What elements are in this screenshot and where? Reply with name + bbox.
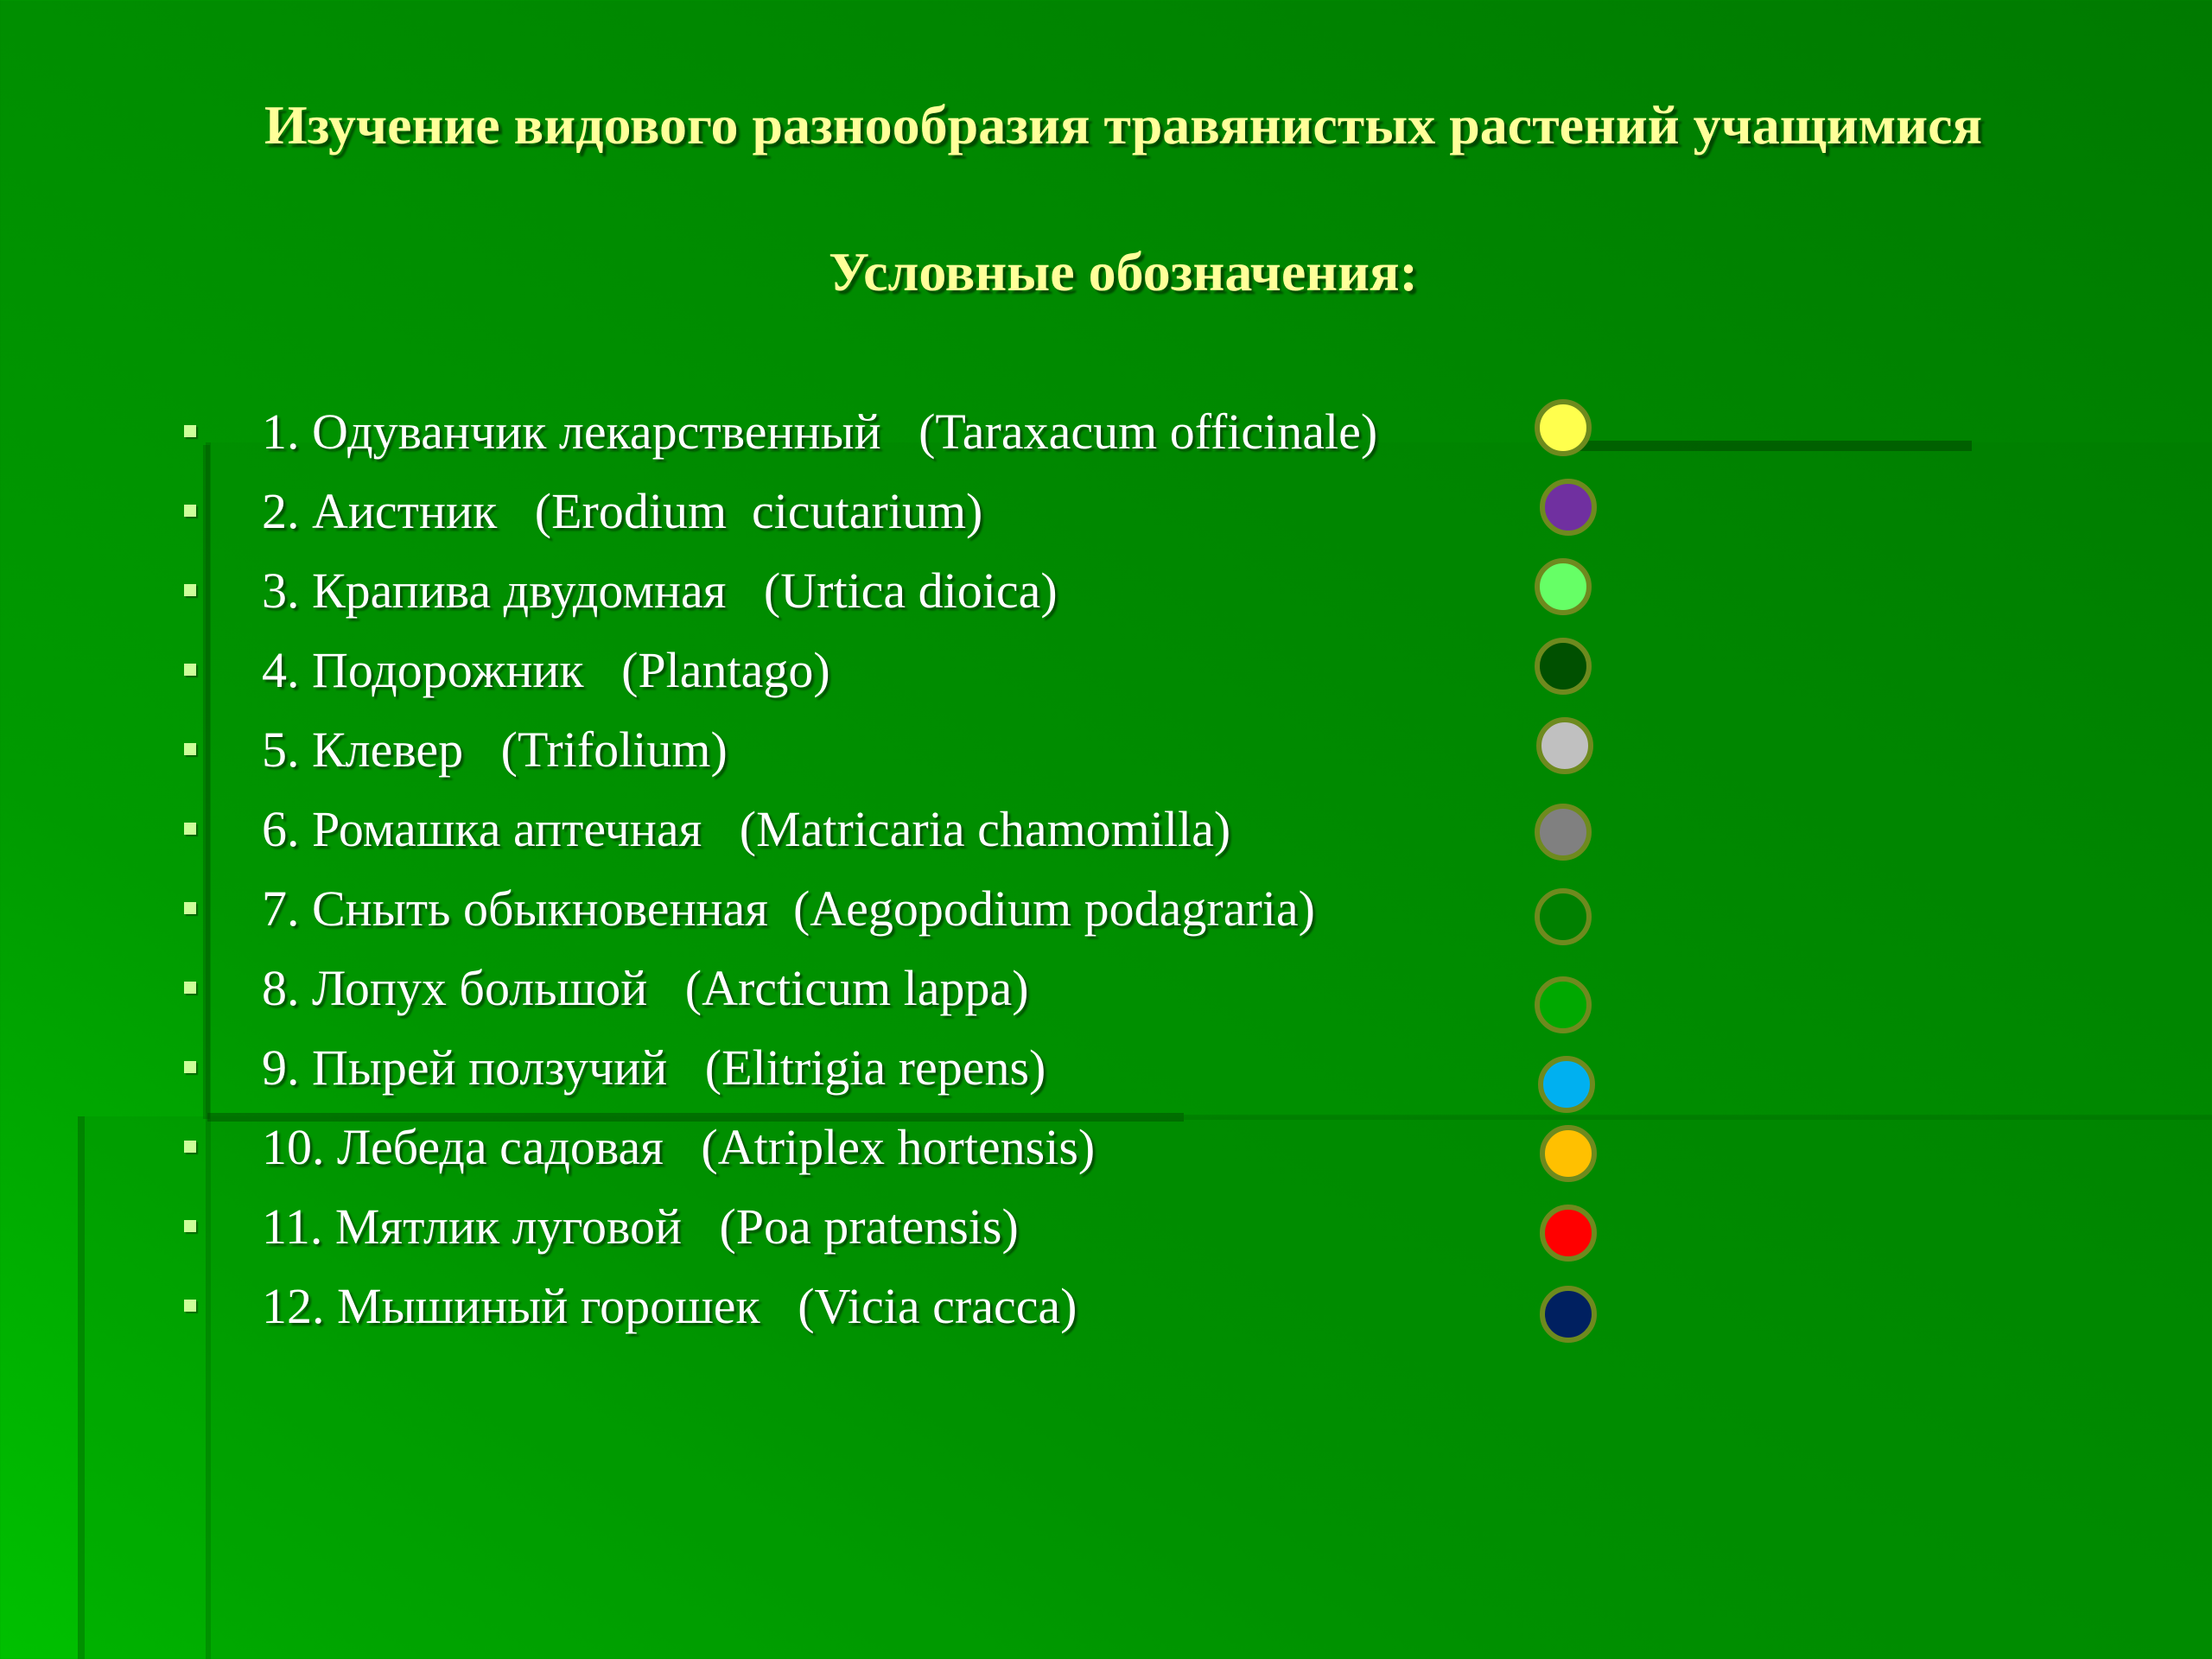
legend-item-label: 8. Лопух большой (Arcticum lappa): [262, 960, 1029, 1016]
legend-item-label: 3. Крапива двудомная (Urtica dioica): [262, 563, 1058, 619]
legend-item-label: 4. Подорожник (Plantago): [262, 642, 830, 698]
legend-item-label: 9. Пырей ползучий (Elitrigia repens): [262, 1039, 1046, 1096]
color-swatch-icon: [1535, 638, 1592, 695]
bullet-icon: [184, 1141, 196, 1153]
legend-item: [0, 636, 2212, 715]
bullet-icon: [184, 902, 196, 914]
bullet-icon: [184, 1061, 196, 1073]
color-swatch-icon: [1540, 1125, 1597, 1182]
bullet-icon: [184, 1300, 196, 1312]
color-swatch-icon: [1535, 888, 1592, 945]
legend-item-label: 11. Мятлик луговой (Poa pratensis): [262, 1198, 1019, 1255]
legend-item: [0, 556, 2212, 636]
legend-item-label: 2. Аистник (Erodium cicutarium): [262, 483, 983, 539]
color-swatch-icon: [1538, 1056, 1595, 1113]
legend-item: [0, 1033, 2212, 1113]
color-swatch-icon: [1535, 804, 1592, 861]
legend-item: [0, 397, 2212, 477]
color-swatch-icon: [1536, 717, 1593, 774]
legend-item: [0, 874, 2212, 954]
legend-item: [0, 715, 2212, 795]
legend-item: [0, 954, 2212, 1033]
legend-item-label: 10. Лебеда садовая (Atriplex hortensis): [262, 1119, 1096, 1175]
legend-item: [0, 1272, 2212, 1351]
color-swatch-icon: [1540, 1205, 1597, 1262]
legend-item: [0, 477, 2212, 556]
legend-item: [0, 1113, 2212, 1192]
color-swatch-icon: [1540, 479, 1597, 536]
legend-heading: Условные обозначения:: [829, 241, 1418, 302]
color-swatch-icon: [1535, 558, 1592, 615]
legend-item-label: 12. Мышиный горошек (Vicia cracca): [262, 1278, 1077, 1334]
bullet-icon: [184, 823, 196, 835]
legend-item-label: 7. Сныть обыкновенная (Aegopodium podagraria): [262, 880, 1315, 937]
bullet-icon: [184, 425, 196, 437]
legend-item-label: 1. Одуванчик лекарственный (Taraxacum officinale): [262, 404, 1378, 460]
bullet-icon: [184, 743, 196, 755]
bullet-icon: [184, 982, 196, 994]
legend-item-label: 6. Ромашка аптечная (Matricaria chamomilla): [262, 801, 1231, 857]
legend-item: [0, 795, 2212, 874]
bullet-icon: [184, 1220, 196, 1232]
color-swatch-icon: [1535, 399, 1592, 456]
slide-title: Изучение видового разнообразия травянистых растений учащимися: [264, 94, 1983, 156]
legend-item: [0, 1192, 2212, 1272]
color-swatch-icon: [1535, 976, 1592, 1033]
bullet-icon: [184, 505, 196, 517]
color-swatch-icon: [1540, 1286, 1597, 1343]
bullet-icon: [184, 584, 196, 596]
bullet-icon: [184, 664, 196, 676]
legend-item-label: 5. Клевер (Trifolium): [262, 721, 728, 778]
